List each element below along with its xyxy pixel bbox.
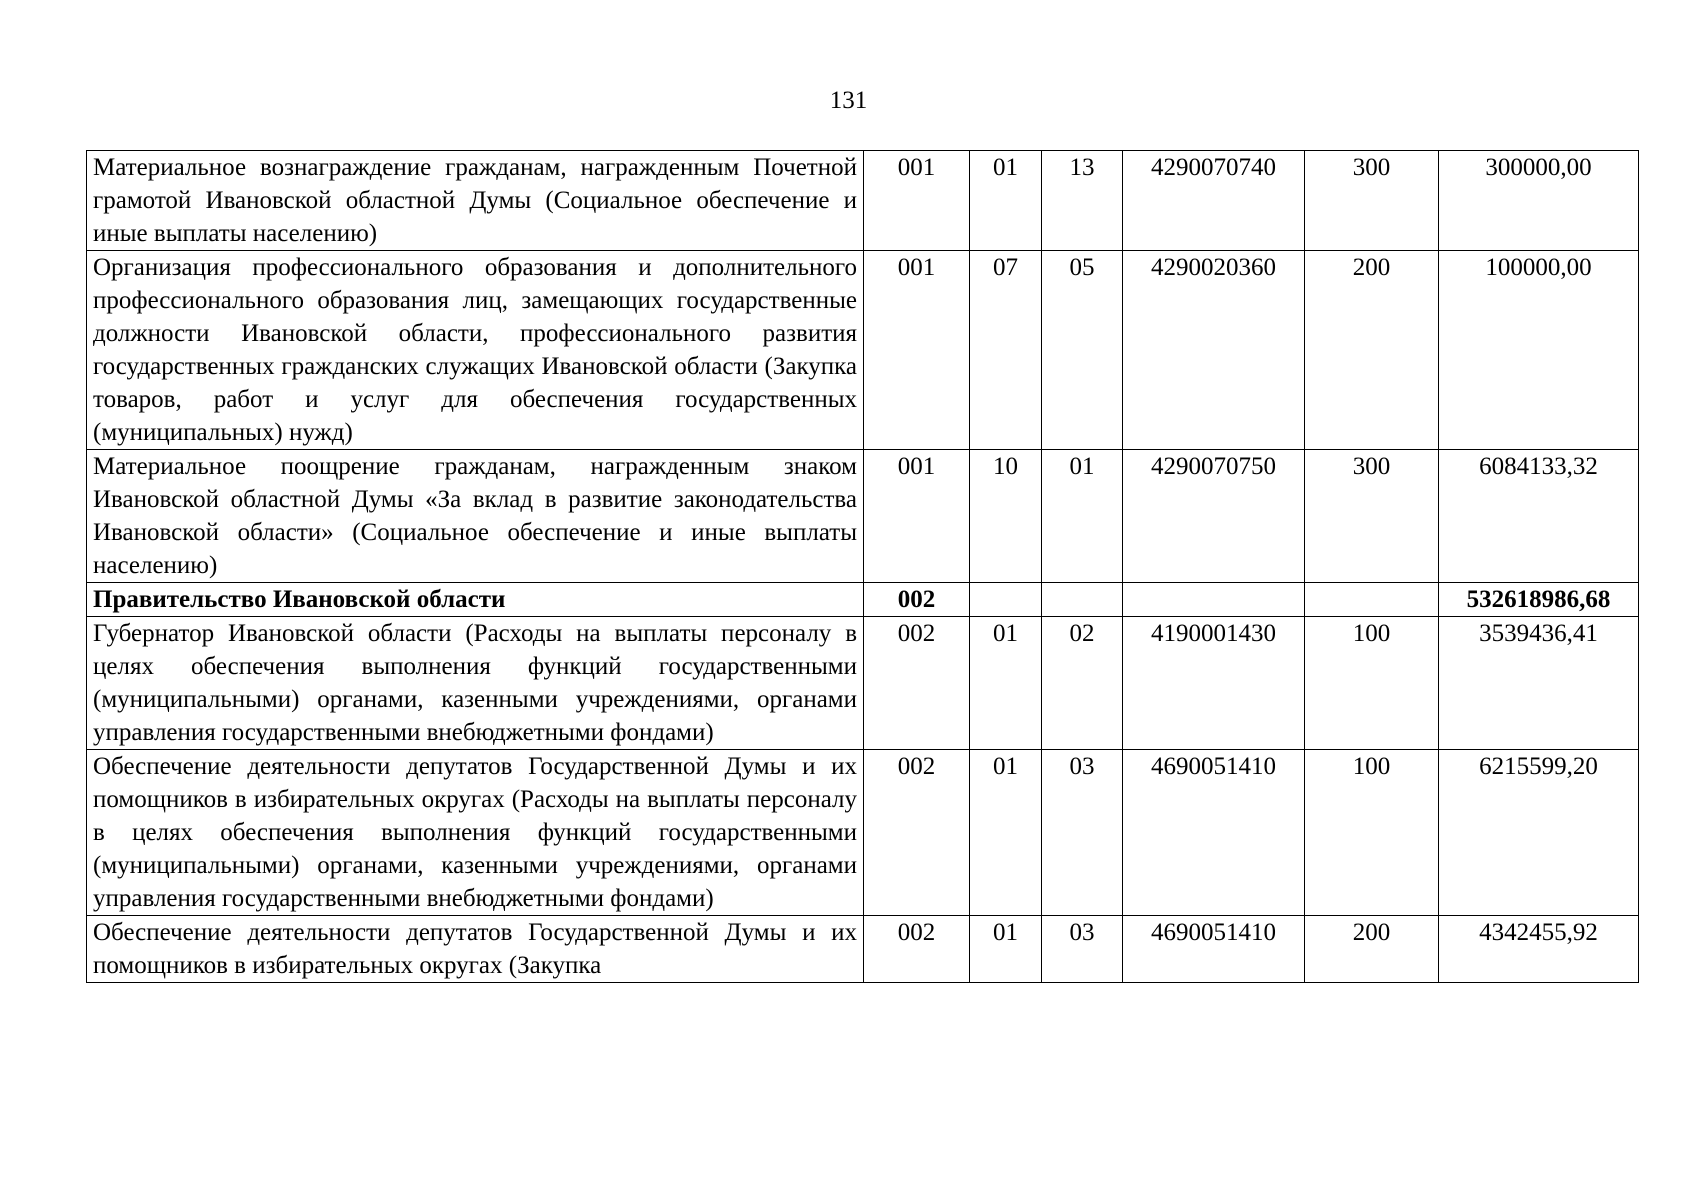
expense-type-code: 100 [1305, 750, 1439, 916]
subsection-code [1042, 583, 1123, 617]
ministry-code: 002 [864, 583, 970, 617]
subsection-code: 13 [1042, 151, 1123, 251]
expense-type-code: 300 [1305, 151, 1439, 251]
row-description: Обеспечение деятельности депутатов Государственной Думы и их помощников в избирательных округах (Расходы на выплаты персоналу в целях обеспечения выполнения функций государственными (муниципальными) органами, казенными учреждениями, органами управления государственными внебюджетными фондами) [87, 750, 864, 916]
expense-type-code: 100 [1305, 617, 1439, 750]
target-code: 4290070750 [1123, 450, 1305, 583]
ministry-code: 001 [864, 450, 970, 583]
amount: 4342455,92 [1439, 916, 1639, 983]
expense-type-code: 300 [1305, 450, 1439, 583]
subsection-code: 01 [1042, 450, 1123, 583]
amount: 100000,00 [1439, 251, 1639, 450]
amount: 3539436,41 [1439, 617, 1639, 750]
table-row [87, 617, 1639, 750]
ministry-code: 002 [864, 617, 970, 750]
budget-table [86, 150, 1639, 983]
row-description: Правительство Ивановской области [87, 583, 864, 617]
table-row [87, 151, 1639, 251]
section-code: 01 [970, 750, 1042, 916]
row-description: Обеспечение деятельности депутатов Государственной Думы и их помощников в избирательных округах (Закупка [93, 919, 857, 979]
target-code: 4290020360 [1123, 251, 1305, 450]
target-code: 4290070740 [1123, 151, 1305, 251]
section-code: 01 [970, 151, 1042, 251]
section-code: 10 [970, 450, 1042, 583]
target-code: 4690051410 [1123, 750, 1305, 916]
table-row-total [87, 583, 1639, 617]
target-code: 4190001430 [1123, 617, 1305, 750]
section-code: 01 [970, 916, 1042, 983]
subsection-code: 05 [1042, 251, 1123, 450]
ministry-code: 001 [864, 251, 970, 450]
ministry-code: 001 [864, 151, 970, 251]
amount: 532618986,68 [1439, 583, 1639, 617]
table-row [87, 916, 1639, 983]
amount: 6084133,32 [1439, 450, 1639, 583]
expense-type-code: 200 [1305, 916, 1439, 983]
section-code [970, 583, 1042, 617]
row-description: Материальное вознаграждение гражданам, награжденным Почетной грамотой Ивановской областной Думы (Социальное обеспечение и иные выплаты населению) [87, 151, 864, 251]
table-row [87, 251, 1639, 450]
table-row [87, 450, 1639, 583]
page-number: 131 [829, 87, 868, 114]
expense-type-code [1305, 583, 1439, 617]
subsection-code: 03 [1042, 916, 1123, 983]
expense-type-code: 200 [1305, 251, 1439, 450]
row-description-cell [87, 916, 864, 983]
target-code [1123, 583, 1305, 617]
row-description: Материальное поощрение гражданам, награжденным знаком Ивановской областной Думы «За вклад в развитие законодательства Ивановской области» (Социальное обеспечение и иные выплаты населению) [87, 450, 864, 583]
ministry-code: 002 [864, 916, 970, 983]
amount: 6215599,20 [1439, 750, 1639, 916]
section-code: 01 [970, 617, 1042, 750]
subsection-code: 03 [1042, 750, 1123, 916]
ministry-code: 002 [864, 750, 970, 916]
section-code: 07 [970, 251, 1042, 450]
amount: 300000,00 [1439, 151, 1639, 251]
subsection-code: 02 [1042, 617, 1123, 750]
table-row [87, 750, 1639, 916]
target-code: 4690051410 [1123, 916, 1305, 983]
row-description: Организация профессионального образования и дополнительного профессионального образования лиц, замещающих государственные должности Ивановской области, профессионального развития государственных гражданских служащих Ивановской области (Закупка товаров, работ и услуг для обеспечения государственных (муниципальных) нужд) [87, 251, 864, 450]
row-description: Губернатор Ивановской области (Расходы на выплаты персоналу в целях обеспечения выполнения функций государственными (муниципальными) органами, казенными учреждениями, органами управления государственными внебюджетными фондами) [87, 617, 864, 750]
